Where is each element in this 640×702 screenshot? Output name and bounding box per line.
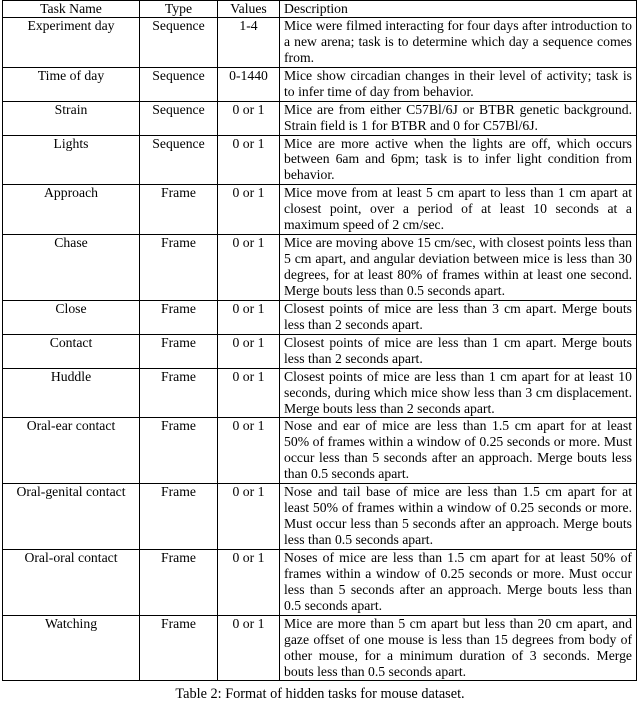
type-cell: Frame bbox=[140, 185, 218, 235]
task-name-cell: Approach bbox=[3, 185, 140, 235]
hidden-tasks-table bbox=[2, 0, 637, 681]
type-cell: Frame bbox=[140, 418, 218, 484]
type-cell: Frame bbox=[140, 484, 218, 550]
task-name-cell: Experiment day bbox=[3, 17, 140, 67]
values-cell: 0-1440 bbox=[218, 67, 280, 101]
task-name-cell: Close bbox=[3, 300, 140, 334]
table-row bbox=[3, 334, 637, 368]
description-cell: Nose and tail base of mice are less than 1.5 cm apart for at least 50% of frames within a window of 0.25 seconds or more. Must occur less than 5 seconds after an approach. Merge bouts less than 0.5 seconds apart. bbox=[280, 484, 637, 550]
table-row bbox=[3, 17, 637, 67]
type-cell: Sequence bbox=[140, 135, 218, 185]
task-name-cell: Oral-ear contact bbox=[3, 418, 140, 484]
description-cell: Closest points of mice are less than 1 cm apart for at least 10 seconds, during which mice show less than 3 cm displacement. Merge bouts less than 2 seconds apart. bbox=[280, 368, 637, 418]
table-caption: Table 2: Format of hidden tasks for mouse dataset. bbox=[175, 686, 465, 702]
description-cell: Noses of mice are less than 1.5 cm apart for at least 50% of frames within a window of 0.25 seconds or more. Must occur less than 5 seconds after an approach. Merge bouts less than 0.5 seconds apart. bbox=[280, 549, 637, 615]
type-cell: Frame bbox=[140, 334, 218, 368]
header-values: Values bbox=[218, 1, 280, 18]
task-name-cell: Huddle bbox=[3, 368, 140, 418]
type-cell: Frame bbox=[140, 235, 218, 301]
description-cell: Mice are moving above 15 cm/sec, with closest points less than 5 cm apart, and angular deviation between mice is less than 30 degrees, for at least 80% of frames within at least one second. Merge bouts less than 0.5 seconds apart. bbox=[280, 235, 637, 301]
description-cell: Closest points of mice are less than 1 cm apart. Merge bouts less than 2 seconds apart. bbox=[280, 334, 637, 368]
description-cell: Mice show circadian changes in their level of activity; task is to infer time of day from behavior. bbox=[280, 67, 637, 101]
table-row bbox=[3, 185, 637, 235]
task-name-cell: Time of day bbox=[3, 67, 140, 101]
task-name-cell: Oral-oral contact bbox=[3, 549, 140, 615]
values-cell: 0 or 1 bbox=[218, 368, 280, 418]
header-task-name: Task Name bbox=[3, 1, 140, 18]
values-cell: 0 or 1 bbox=[218, 615, 280, 681]
values-cell: 0 or 1 bbox=[218, 418, 280, 484]
task-name-cell: Lights bbox=[3, 135, 140, 185]
description-cell: Mice move from at least 5 cm apart to less than 1 cm apart at closest point, over a period of at least 10 seconds at a maximum speed of 2 cm/sec. bbox=[280, 185, 637, 235]
table-row bbox=[3, 235, 637, 301]
table-row bbox=[3, 135, 637, 185]
values-cell: 0 or 1 bbox=[218, 334, 280, 368]
values-cell: 0 or 1 bbox=[218, 101, 280, 135]
values-cell: 0 or 1 bbox=[218, 484, 280, 550]
description-cell: Mice are from either C57Bl/6J or BTBR genetic background. Strain field is 1 for BTBR and 0 for C57Bl/6J. bbox=[280, 101, 637, 135]
header-description: Description bbox=[280, 1, 637, 18]
values-cell: 0 or 1 bbox=[218, 549, 280, 615]
task-name-cell: Chase bbox=[3, 235, 140, 301]
table-row bbox=[3, 300, 637, 334]
values-cell: 0 or 1 bbox=[218, 135, 280, 185]
table-row bbox=[3, 615, 637, 681]
table-row bbox=[3, 368, 637, 418]
type-cell: Frame bbox=[140, 368, 218, 418]
table-row bbox=[3, 484, 637, 550]
description-cell: Nose and ear of mice are less than 1.5 cm apart for at least 50% of frames within a window of 0.25 seconds or more. Must occur less than 5 seconds after an approach. Merge bouts less than 0.5 seconds apart. bbox=[280, 418, 637, 484]
table-row bbox=[3, 418, 637, 484]
task-name-cell: Contact bbox=[3, 334, 140, 368]
description-cell: Mice were filmed interacting for four days after introduction to a new arena; task is to determine which day a sequence comes from. bbox=[280, 17, 637, 67]
values-cell: 0 or 1 bbox=[218, 185, 280, 235]
type-cell: Sequence bbox=[140, 67, 218, 101]
task-name-cell: Watching bbox=[3, 615, 140, 681]
table-header-row bbox=[3, 1, 637, 18]
description-cell: Closest points of mice are less than 3 cm apart. Merge bouts less than 2 seconds apart. bbox=[280, 300, 637, 334]
description-cell: Mice are more active when the lights are off, which occurs between 6am and 6pm; task is to infer light condition from behavior. bbox=[280, 135, 637, 185]
type-cell: Frame bbox=[140, 300, 218, 334]
description-cell: Mice are more than 5 cm apart but less than 20 cm apart, and gaze offset of one mouse is less than 15 degrees from body of other mouse, for a minimum duration of 3 seconds. Merge bouts less than 0.5 seconds apart. bbox=[280, 615, 637, 681]
type-cell: Frame bbox=[140, 615, 218, 681]
type-cell: Sequence bbox=[140, 17, 218, 67]
table-row bbox=[3, 101, 637, 135]
values-cell: 0 or 1 bbox=[218, 300, 280, 334]
task-name-cell: Oral-genital contact bbox=[3, 484, 140, 550]
header-type: Type bbox=[140, 1, 218, 18]
values-cell: 1-4 bbox=[218, 17, 280, 67]
values-cell: 0 or 1 bbox=[218, 235, 280, 301]
type-cell: Sequence bbox=[140, 101, 218, 135]
table-row bbox=[3, 67, 637, 101]
task-name-cell: Strain bbox=[3, 101, 140, 135]
table-row bbox=[3, 549, 637, 615]
type-cell: Frame bbox=[140, 549, 218, 615]
